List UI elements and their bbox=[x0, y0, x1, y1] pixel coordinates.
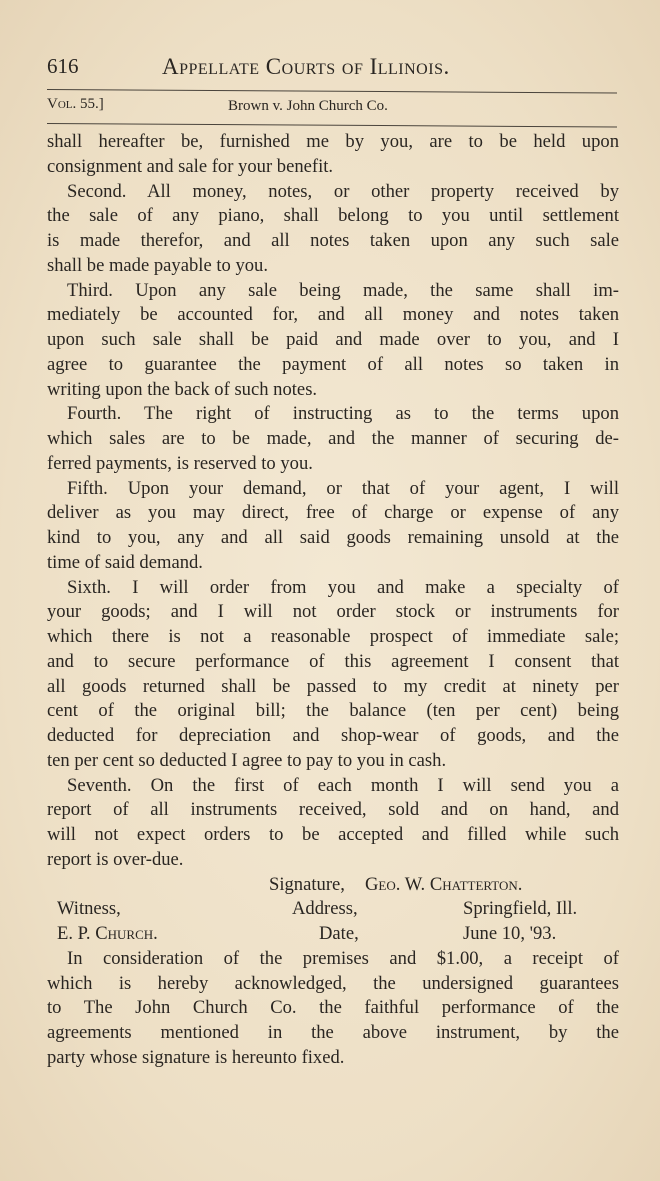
running-head: Appellate Courts of Illinois. bbox=[162, 54, 450, 79]
signature-row bbox=[47, 873, 619, 898]
paragraph bbox=[47, 180, 619, 279]
text-line: your goods; and I will not order stock or instruments for bbox=[47, 601, 619, 623]
text-line: ten per cent so deducted I agree to pay to you in cash. bbox=[47, 749, 447, 771]
paragraph bbox=[47, 576, 619, 774]
text-line: shall be made payable to you. bbox=[47, 254, 268, 276]
text-line: deducted for depreciation and shop-wear of goods, and the bbox=[47, 725, 619, 746]
page-body bbox=[47, 130, 619, 1071]
text-line: report of all instruments received, sold and on hand, and bbox=[47, 799, 619, 821]
address-value: Springfield, Ill. bbox=[463, 898, 578, 920]
text-line: report is over-due. bbox=[47, 848, 184, 870]
text-line: writing upon the back of such notes. bbox=[47, 378, 318, 400]
header-rule bbox=[47, 89, 617, 93]
text-line: which sales are to be made, and the manner of securing de- bbox=[47, 428, 619, 449]
text-line: ferred payments, is reserved to you. bbox=[47, 452, 313, 474]
text-line: Second. All money, notes, or other property received by bbox=[67, 180, 619, 202]
text-line: time of said demand. bbox=[47, 551, 203, 573]
text-line: is made therefor, and all notes taken upon any such sale bbox=[47, 230, 619, 251]
text-line: consignment and sale for your benefit. bbox=[47, 155, 334, 177]
address-label: Address, bbox=[292, 898, 358, 920]
text-line: the sale of any piano, shall belong to you until settlement bbox=[47, 205, 619, 227]
text-line: all goods returned shall be passed to my credit at ninety per bbox=[47, 675, 619, 697]
text-line: deliver as you may direct, free of charge or expense of any bbox=[47, 502, 619, 524]
text-line: which there is not a reasonable prospect of immediate sale; bbox=[47, 626, 619, 647]
text-line: to The John Church Co. the faithful performance of the bbox=[47, 997, 619, 1019]
text-line: shall hereafter be, furnished me by you, are to be held upon bbox=[47, 131, 619, 152]
date-label: Date, bbox=[319, 923, 359, 944]
paragraph bbox=[47, 477, 619, 576]
date-value: June 10, '93. bbox=[463, 923, 557, 944]
page-number: 616 bbox=[47, 54, 79, 78]
text-line: agreements mentioned in the above instrument, by the bbox=[47, 1022, 619, 1043]
signature-label: Signature, bbox=[269, 873, 345, 895]
paragraph bbox=[47, 130, 619, 180]
text-line: upon such sale shall be paid and made over to you, and I bbox=[47, 329, 619, 350]
witness-label: Witness, bbox=[57, 898, 121, 920]
paragraph bbox=[47, 774, 619, 873]
signature-row bbox=[47, 922, 619, 947]
volume-label: Vol. 55.] bbox=[47, 96, 104, 112]
text-line: will not expect orders to be accepted and filled while such bbox=[47, 824, 619, 845]
case-title: Brown v. John Church Co. bbox=[228, 98, 388, 114]
paragraph bbox=[47, 402, 619, 476]
text-line: Fourth. The right of instructing as to the terms upon bbox=[67, 403, 619, 425]
witness-name: E. P. Church. bbox=[57, 923, 158, 944]
text-line: which is hereby acknowledged, the undersigned guarantees bbox=[47, 972, 619, 994]
header-rule-lower bbox=[47, 123, 617, 127]
signature-name: Geo. W. Chatterton. bbox=[365, 873, 523, 895]
text-line: In consideration of the premises and $1.00, a receipt of bbox=[67, 947, 619, 969]
text-line: Seventh. On the first of each month I will send you a bbox=[67, 774, 619, 796]
text-line: mediately be accounted for, and all money and notes taken bbox=[47, 304, 619, 326]
text-line: and to secure performance of this agreement I consent that bbox=[47, 650, 619, 672]
text-line: cent of the original bill; the balance (ten per cent) being bbox=[47, 700, 619, 722]
paragraph bbox=[47, 279, 619, 403]
text-line: Fifth. Upon your demand, or that of your agent, I will bbox=[67, 477, 619, 499]
signature-block bbox=[47, 873, 619, 947]
text-line: Third. Upon any sale being made, the same shall im- bbox=[67, 279, 619, 301]
guarantee-paragraph bbox=[47, 947, 619, 1071]
signature-row bbox=[47, 897, 619, 922]
text-line: kind to you, any and all said goods remaining unsold at the bbox=[47, 527, 619, 548]
text-line: agree to guarantee the payment of all notes so taken in bbox=[47, 353, 619, 375]
text-line: party whose signature is hereunto fixed. bbox=[47, 1046, 345, 1068]
text-line: Sixth. I will order from you and make a specialty of bbox=[67, 576, 619, 598]
